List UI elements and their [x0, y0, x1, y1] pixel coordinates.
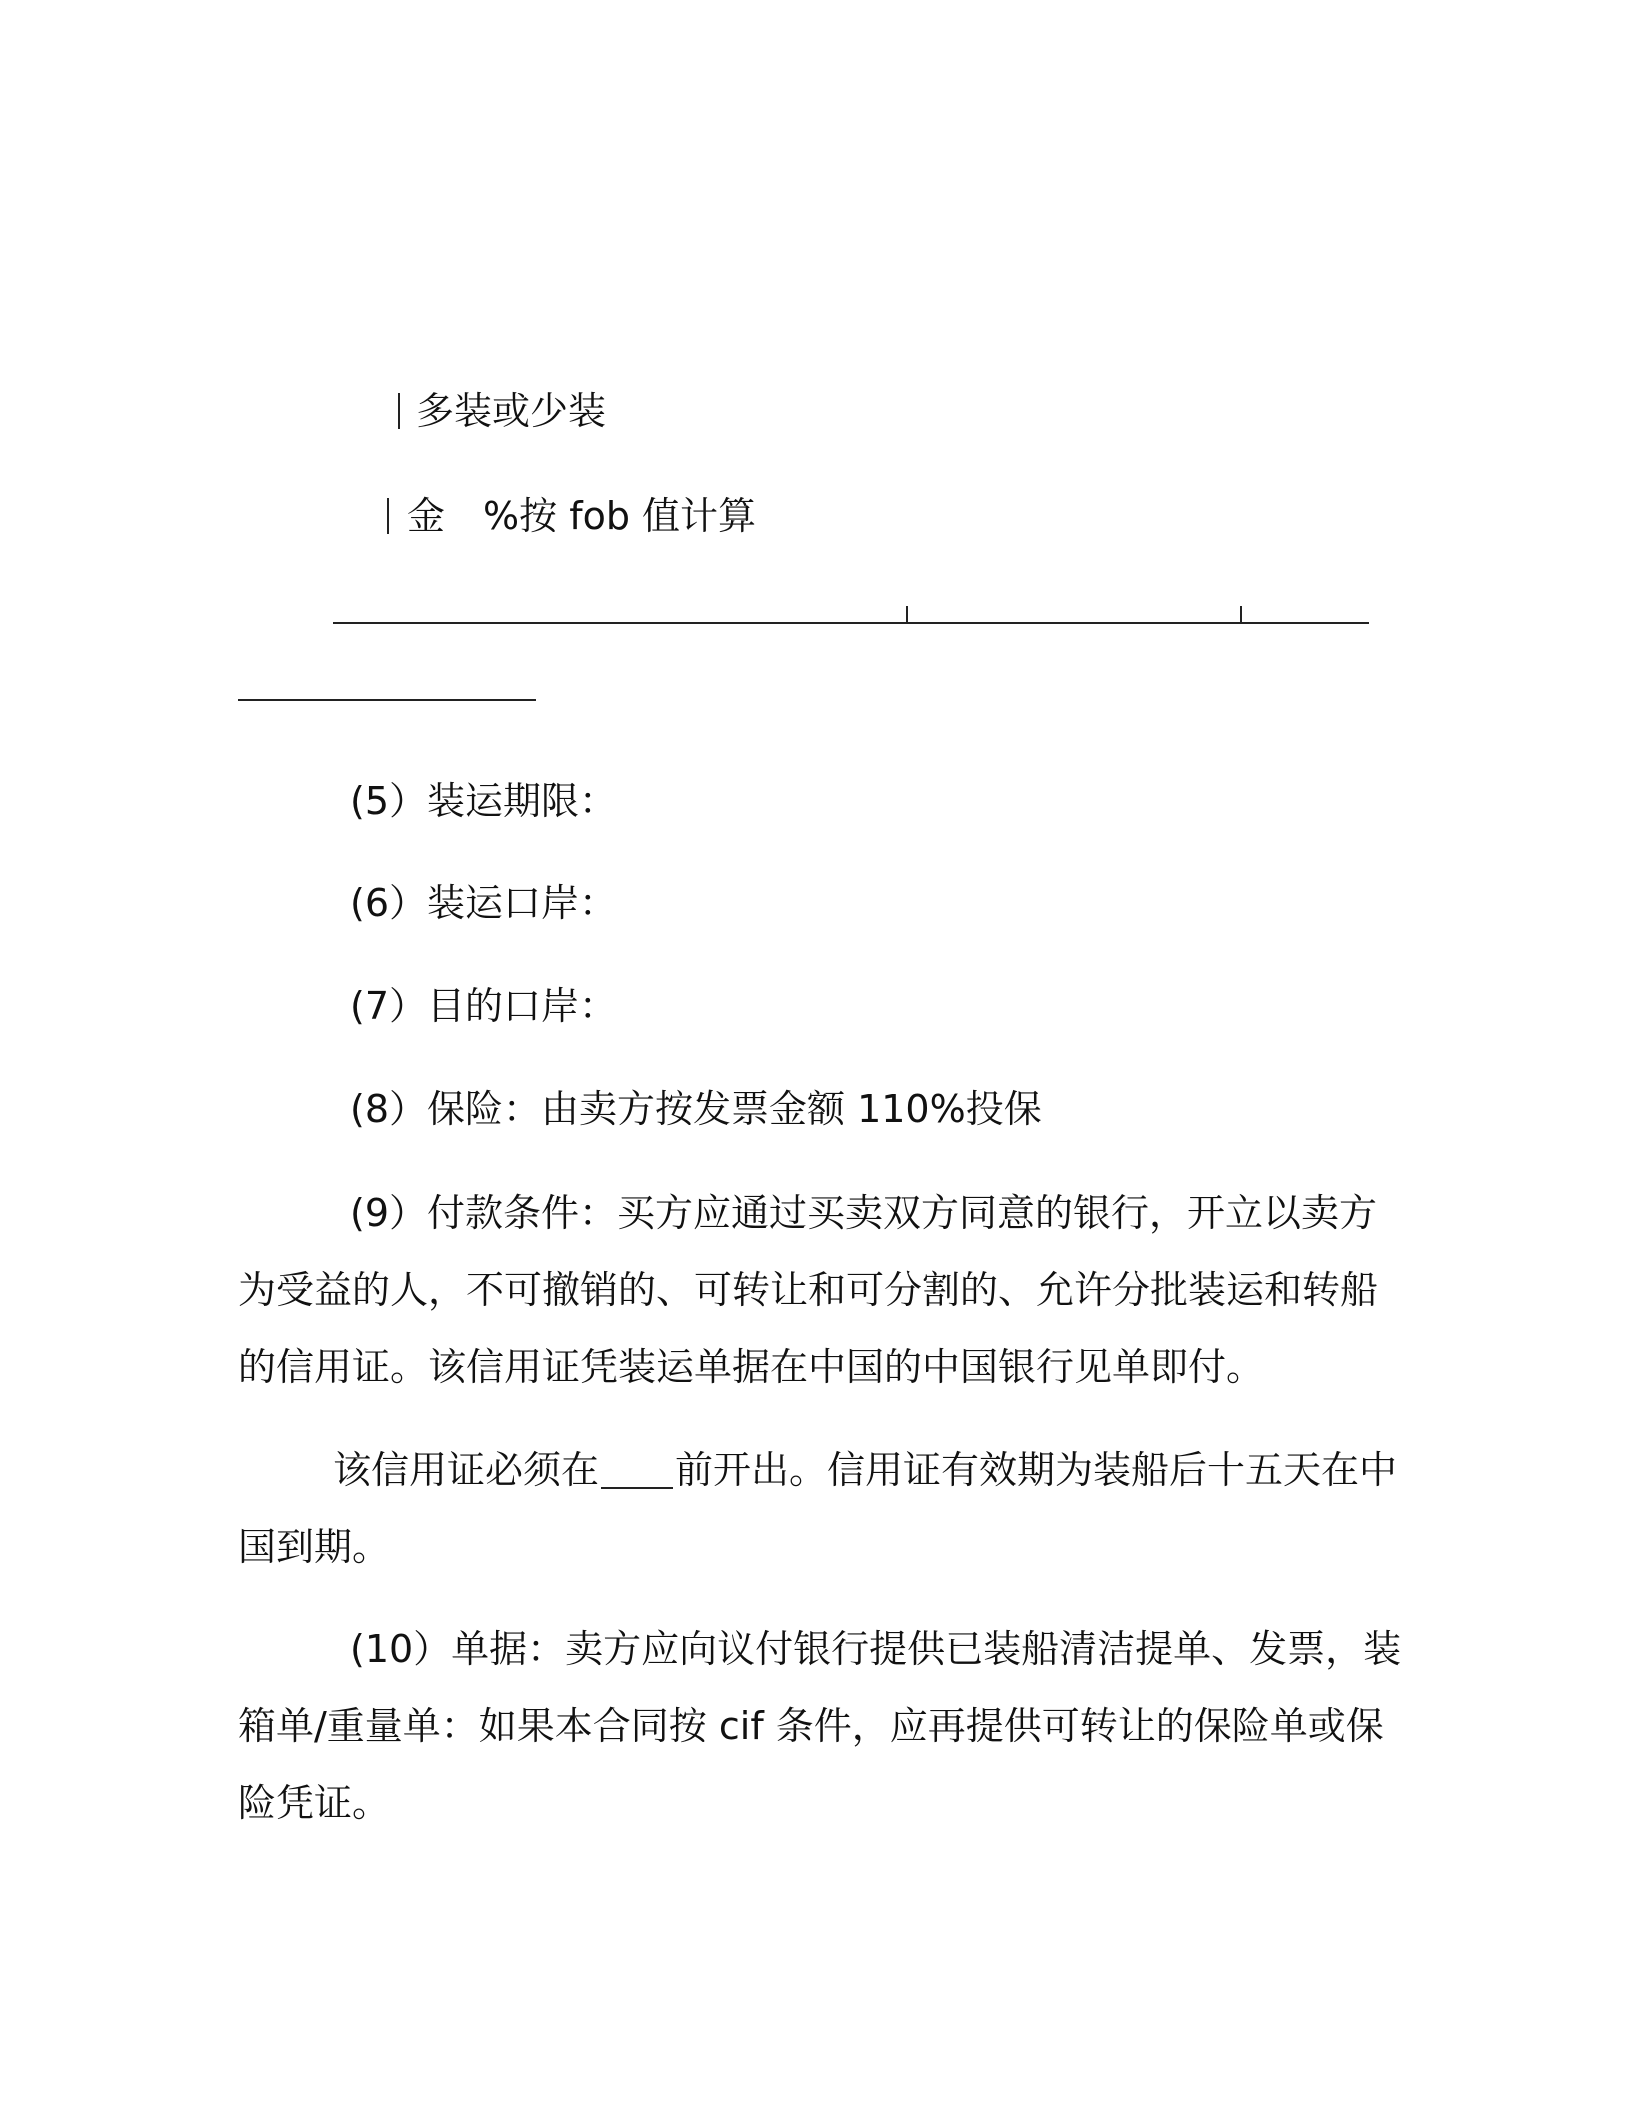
clause-insurance: (8）保险：由卖方按发票金额 110%投保	[350, 1087, 1042, 1131]
clause-payment-line2: 为受益的人，不可撤销的、可转让和可分割的、允许分批装运和转船	[238, 1268, 1379, 1312]
clause-destination-port: (7）目的口岸：	[350, 984, 618, 1028]
lc-deadline-suffix: 前开出。信用证有效期为装船后十五天在中	[675, 1448, 1398, 1492]
lc-date-blank	[601, 1487, 673, 1489]
clause-shipment-period: (5）装运期限：	[350, 779, 618, 823]
table-column-tick	[906, 606, 908, 624]
clause-documents-line1: (10）单据：卖方应向议付银行提供已装船清洁提单、发票，装	[350, 1627, 1402, 1671]
table-bottom-rule	[333, 622, 1369, 624]
header-line-amount	[407, 494, 757, 538]
clause-documents-line3: 险凭证。	[238, 1781, 391, 1825]
lc-deadline-line2: 国到期。	[238, 1525, 391, 1569]
clause-payment-line3: 的信用证。该信用证凭装运单据在中国的中国银行见单即付。	[238, 1345, 1265, 1389]
table-border-mark	[387, 498, 389, 534]
table-column-tick	[1240, 606, 1242, 624]
amount-prefix: 金	[407, 494, 446, 538]
table-border-mark	[398, 393, 400, 429]
lc-deadline-prefix: 该信用证必须在	[333, 1448, 600, 1492]
clause-loading-port: (6）装运口岸：	[350, 881, 618, 925]
table-bottom-rule-continuation	[238, 699, 536, 701]
amount-suffix: %按 fob 值计算	[483, 494, 757, 538]
clause-payment-line1: (9）付款条件：买方应通过买卖双方同意的银行，开立以卖方	[350, 1191, 1378, 1235]
clause-documents-line2: 箱单/重量单：如果本合同按 cif 条件，应再提供可转让的保险单或保	[238, 1704, 1384, 1748]
lc-deadline-line1	[333, 1448, 1398, 1492]
header-line-overfill: 多装或少装	[416, 389, 607, 433]
